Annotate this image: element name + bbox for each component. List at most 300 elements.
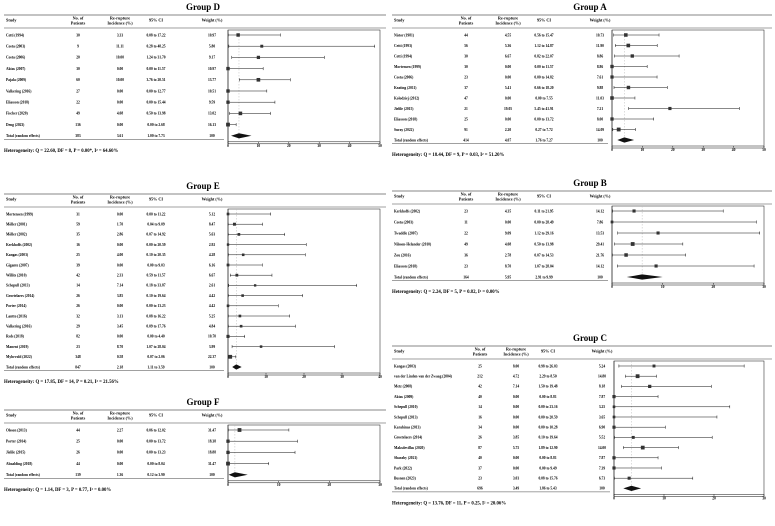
incidence-value: 8.70: [504, 264, 512, 269]
heterogeneity-stats: Heterogeneity: Q = 18.44, DF = 9, P = 0.03, I² = 51.20%: [392, 153, 505, 158]
study-name: Nistor (1981): [394, 33, 414, 38]
ci-value: 0.00 to 8.04: [147, 461, 165, 466]
patient-count: 56: [464, 43, 468, 48]
forest-plot-group-c: [392, 333, 772, 508]
point-estimate: [238, 233, 241, 236]
point-estimate: [641, 446, 645, 450]
study-row: [394, 107, 739, 111]
study-row: [394, 364, 744, 368]
study-name: Kolodziej (2012): [394, 96, 420, 101]
header-incidence: Re-rupture Incidence (%): [495, 15, 521, 26]
incidence-value: 4.08: [504, 242, 512, 247]
point-estimate: [226, 335, 229, 338]
patient-count: 23: [464, 75, 468, 80]
study-row: [6, 314, 290, 318]
patient-count: 30: [464, 64, 468, 69]
weight-value: 31.47: [207, 461, 217, 466]
patient-count: 9: [77, 44, 79, 49]
weight-value: 10.97: [207, 66, 217, 71]
incidence-value: 0.00: [512, 456, 520, 461]
point-estimate: [610, 117, 613, 120]
ci-value: 0.00 to 8.81: [539, 394, 557, 399]
point-estimate: [624, 253, 627, 256]
header-n: No. of Patients: [458, 191, 474, 202]
patient-count: 42: [478, 384, 482, 389]
study-name: Costa (2006): [6, 55, 26, 60]
patient-count: 22: [464, 231, 468, 236]
study-row: [394, 405, 730, 409]
forest-svg: [4, 397, 386, 495]
point-estimate: [226, 89, 229, 92]
study-row: [6, 243, 306, 247]
x-tick-label: 10: [640, 148, 645, 152]
ci-value: 1.12 to 14.87: [534, 43, 554, 48]
incidence-value: 0.00: [116, 461, 124, 466]
study-name: Schepull (2010): [394, 405, 418, 410]
study-name: Valkering (2016): [6, 324, 32, 329]
weight-value: 5.63: [208, 232, 216, 237]
study-row: [394, 436, 712, 440]
ci-value: 2.91 to 9.99: [535, 275, 553, 280]
patient-count: 40: [478, 394, 482, 399]
header-weight: Weight (%): [201, 196, 223, 202]
heterogeneity-stats: Heterogeneity: Q = 22.60, DF = 8, P = 0.00*, I² = 64.60%: [4, 148, 119, 154]
patient-count: 32: [76, 314, 80, 319]
weight-value: 5.24: [598, 364, 606, 369]
ci-value: 1.86 to 5.43: [539, 486, 557, 491]
ci-value: 0.06 to 12.02: [146, 428, 166, 433]
weight-value: 7.39: [598, 466, 606, 471]
group-title: Group A: [573, 2, 607, 12]
point-estimate: [226, 462, 230, 466]
pooled-diamond: [627, 274, 663, 279]
study-row: [394, 395, 658, 399]
incidence-value: 19.05: [503, 106, 513, 111]
weight-value: 29.41: [595, 242, 605, 247]
study-row: [394, 33, 659, 37]
patient-count: 16: [76, 242, 80, 247]
point-estimate: [613, 416, 616, 419]
incidence-value: 0.00: [504, 64, 512, 69]
study-name: Maksdevillas (2020): [394, 445, 425, 450]
x-tick-label: 0: [227, 375, 229, 379]
point-estimate: [627, 86, 630, 89]
ci-value: 0.00 to 9.03: [147, 263, 165, 268]
point-estimate: [260, 45, 263, 48]
study-row: [6, 33, 280, 37]
study-name: Schepull (2013): [6, 283, 30, 288]
patient-count: 25: [76, 253, 80, 258]
incidence-value: 0.00: [512, 394, 520, 399]
ci-value: 0.00 to 15.44: [146, 100, 166, 105]
patient-count: 847: [75, 365, 81, 370]
study-row: [394, 44, 657, 48]
point-estimate: [612, 395, 615, 398]
incidence-value: 5.41: [504, 85, 512, 90]
ci-value: 0.50 to 13.98: [534, 242, 554, 247]
plot-frame: [228, 30, 380, 144]
patient-count: 23: [464, 264, 468, 269]
x-tick-label: 20: [711, 285, 716, 289]
weight-value: 8.00: [596, 117, 604, 122]
ci-value: 0.00 to 13.23: [146, 450, 166, 455]
point-estimate: [227, 213, 230, 216]
study-name: Willits (2010): [6, 273, 27, 278]
study-row: [394, 242, 683, 246]
incidence-value: 2.33: [116, 273, 124, 278]
weight-value: 100: [599, 486, 605, 491]
incidence-value: 0.00: [512, 466, 520, 471]
point-estimate: [236, 33, 239, 36]
point-estimate: [235, 274, 238, 277]
study-row: [6, 123, 236, 127]
study-name: Eliasson (2018): [6, 100, 30, 105]
ci-value: 0.59 to 11.57: [146, 273, 166, 278]
ci-value: 1.76 to 7.27: [535, 138, 553, 143]
study-row: [394, 415, 717, 419]
incidence-value: 4.55: [504, 33, 512, 38]
study-row: [6, 335, 245, 339]
x-tick-label: 10: [264, 375, 268, 379]
weight-value: 6.16: [208, 263, 216, 268]
point-estimate: [655, 264, 658, 267]
incidence-value: 0.00: [504, 96, 512, 101]
study-row: [394, 65, 647, 69]
patient-count: 27: [76, 89, 80, 94]
ci-value: 0.11 to 21.95: [534, 209, 554, 214]
patient-count: 383: [75, 134, 81, 139]
ci-value: 0.00 to 11.57: [534, 64, 554, 69]
ci-value: 0.12 to 3.90: [147, 473, 165, 478]
study-name: Cetti (1993): [394, 43, 413, 48]
point-estimate: [226, 101, 229, 104]
incidence-value: 2.78: [504, 253, 512, 258]
ci-value: 1.07 to 28.04: [146, 344, 166, 349]
header-ci: 95% CI: [148, 196, 164, 202]
patient-count: 44: [76, 428, 80, 433]
study-name: Costa (2003): [6, 44, 26, 49]
study-name: Total (random effects): [6, 134, 40, 139]
plot-frame: [612, 30, 764, 148]
patient-count: 30: [464, 54, 468, 59]
study-name: Möller (2002): [6, 232, 27, 237]
forest-svg: [392, 2, 772, 160]
header-incidence: Re-rupture Incidence (%): [495, 191, 521, 202]
study-name: Schepull (2013): [394, 415, 418, 420]
point-estimate: [610, 75, 613, 78]
study-name: Rsds (2018): [6, 334, 24, 339]
study-row: [6, 462, 269, 466]
study-row: [6, 263, 262, 267]
study-name: Porter (2014): [6, 304, 27, 309]
weight-value: 100: [597, 275, 603, 280]
header-incidence: Re-rupture Incidence (%): [503, 346, 529, 357]
point-estimate: [240, 325, 243, 328]
ci-value: 1.24 to 31.70: [146, 55, 166, 60]
ci-value: 0.00 to 4.40: [147, 334, 165, 339]
study-name: Zou (2016): [394, 253, 411, 258]
patient-count: 11: [464, 220, 468, 225]
point-estimate: [613, 405, 616, 408]
x-tick-label: 30: [762, 285, 766, 289]
header-study: Study: [6, 17, 17, 23]
header-n: No. of Patients: [472, 346, 488, 357]
patient-count: 44: [76, 461, 80, 466]
group-title: Group E: [186, 181, 220, 191]
incidence-value: 2.20: [504, 127, 512, 132]
plot-frame: [612, 206, 764, 285]
incidence-value: 4.08: [116, 111, 124, 116]
study-row: [394, 446, 678, 450]
patient-count: 23: [464, 209, 468, 214]
incidence-value: 4.07: [504, 138, 512, 143]
study-row: [6, 345, 335, 349]
study-name: Valkering (2016): [6, 89, 32, 94]
ci-value: 0.66 to 18.20: [534, 85, 554, 90]
study-row: [6, 212, 271, 216]
patient-count: 91: [464, 127, 468, 132]
ci-value: 2.29 to 8.50: [539, 374, 557, 379]
incidence-value: 3.49: [512, 486, 520, 491]
study-name: Cetti (1994): [6, 33, 24, 38]
patient-count: 59: [76, 222, 80, 227]
weight-value: 6.90: [598, 425, 606, 430]
ci-value: 0.07 to 14.53: [534, 253, 554, 258]
incidence-value: 5.36: [504, 43, 512, 48]
incidence-value: 3.85: [116, 293, 124, 298]
patient-count: 29: [76, 324, 80, 329]
point-estimate: [612, 426, 615, 429]
point-estimate: [233, 223, 236, 226]
x-tick-label: 40: [347, 143, 352, 148]
header-ci: 95% CI: [540, 348, 556, 354]
patient-count: 696: [477, 486, 483, 491]
header-n: No. of Patients: [70, 410, 86, 421]
study-row: [6, 253, 305, 257]
ci-value: 0.07 to 2.06: [147, 355, 165, 360]
study-row: [6, 78, 290, 82]
ci-value: 0.00 to 11.57: [146, 66, 166, 71]
header-study: Study: [394, 348, 405, 354]
weight-value: 4.28: [208, 253, 216, 258]
weight-value: 14.80: [597, 374, 607, 379]
study-name: Suray (2022): [394, 127, 414, 132]
study-name: Olsson (2013): [6, 428, 27, 433]
patient-count: 30: [76, 33, 80, 38]
study-name: Total (random effects): [6, 365, 40, 370]
point-estimate: [242, 254, 245, 257]
ci-value: 5.45 to 41.91: [534, 106, 554, 111]
weight-value: 3.65: [598, 415, 606, 420]
weight-value: 7.21: [596, 106, 604, 111]
weight-value: 8.18: [598, 384, 606, 389]
study-row: [6, 355, 236, 359]
weight-value: 7.87: [598, 394, 606, 399]
ci-value: 0.07 to 14.92: [146, 232, 166, 237]
point-estimate: [260, 345, 263, 348]
study-name: Deng (2023): [6, 122, 25, 127]
point-estimate: [648, 385, 651, 388]
ci-value: 0.08 to 16.22: [146, 314, 166, 319]
patient-count: 21: [464, 106, 468, 111]
incidence-value: 0.00: [116, 334, 124, 339]
patient-count: 42: [76, 273, 80, 278]
ci-value: 0.00 to 13.72: [146, 439, 166, 444]
weight-value: 31.47: [207, 428, 217, 433]
study-name: Costa (2003): [394, 220, 414, 225]
x-tick-label: 20: [712, 496, 716, 501]
study-row: [394, 456, 658, 460]
heterogeneity-stats: Heterogeneity: Q = 1.14, DF = 3, P = 0.77, I² = 0.00%: [4, 487, 112, 493]
patient-count: 34: [478, 425, 482, 430]
study-row: [6, 67, 263, 71]
x-tick-label: 0: [611, 285, 613, 289]
study-name: Lantto (2016): [6, 314, 27, 319]
point-estimate: [628, 477, 631, 480]
study-name: van der Linden-van der Zwaag (2004): [394, 374, 452, 379]
incidence-value: 7.14: [512, 384, 520, 389]
ci-value: 0.08 to 15.76: [538, 476, 558, 481]
weight-value: 14.00: [597, 445, 607, 450]
incidence-value: 2.27: [116, 428, 124, 433]
header-n: No. of Patients: [70, 194, 86, 205]
study-name: Keating (2011): [394, 85, 417, 90]
group-title: Group B: [573, 178, 607, 188]
x-tick-label: 20: [327, 482, 332, 487]
incidence-value: 0.00: [116, 439, 124, 444]
x-tick-label: 40: [731, 148, 736, 152]
incidence-value: 0.00: [116, 263, 124, 268]
weight-value: 11.03: [596, 96, 604, 101]
study-row: [6, 284, 357, 288]
ci-value: 0.10 to 19.64: [538, 435, 558, 440]
study-row: [6, 325, 295, 329]
ci-value: 0.08 to 17.22: [146, 33, 166, 38]
header-n: No. of Patients: [70, 15, 86, 26]
point-estimate: [241, 294, 244, 297]
point-estimate: [653, 365, 656, 368]
x-tick-label: 50: [762, 148, 766, 152]
incidence-value: 6.67: [504, 54, 512, 59]
point-estimate: [632, 436, 635, 439]
x-tick-label: 20: [302, 375, 306, 379]
x-tick-label: 0: [227, 482, 229, 487]
study-row: [6, 112, 270, 116]
x-tick-label: 30: [762, 496, 766, 501]
ci-value: 0.09 to 17.76: [146, 324, 166, 329]
study-name: Jielile (2015): [6, 450, 26, 455]
weight-value: 6.73: [598, 476, 606, 481]
ci-value: 0.00 to 23.16: [538, 405, 558, 410]
weight-value: 8.86: [596, 54, 604, 59]
weight-value: 6.67: [208, 273, 216, 278]
incidence-value: 10.00: [115, 78, 125, 83]
point-estimate: [227, 243, 229, 245]
pooled-diamond: [617, 137, 634, 142]
study-name: Gigante (2007): [6, 263, 29, 268]
weight-value: 9.59: [208, 100, 216, 105]
study-name: Total (random effects): [394, 275, 428, 280]
patient-count: 22: [76, 100, 80, 105]
study-row: [394, 220, 756, 224]
ci-value: 0.00 to 28.49: [534, 220, 554, 225]
study-name: Myhrvold (2022): [6, 355, 32, 360]
weight-value: 13.02: [207, 111, 217, 116]
incidence-value: 1.36: [116, 473, 124, 478]
total-row: [6, 472, 248, 477]
ci-value: 0.00 to 8.81: [539, 456, 557, 461]
study-row: [6, 56, 324, 60]
patient-count: 49: [464, 242, 468, 247]
point-estimate: [610, 65, 613, 68]
point-estimate: [668, 107, 671, 110]
patient-count: 26: [76, 304, 80, 309]
study-name: Aboalding (2018): [6, 461, 33, 466]
point-estimate: [226, 67, 229, 70]
header-weight: Weight (%): [201, 412, 223, 418]
point-estimate: [632, 209, 635, 212]
patient-count: 37: [478, 466, 482, 471]
study-name: Cetti (1994): [394, 54, 413, 59]
study-name: Park (2022): [394, 466, 413, 471]
ci-value: 0.00 to 20.59: [146, 242, 166, 247]
x-tick-label: 30: [317, 143, 321, 148]
forest-plot-group-e: [4, 181, 386, 387]
x-tick-label: 10: [662, 496, 666, 501]
patient-count: 23: [478, 476, 482, 481]
ci-value: 0.56 to 15.47: [534, 33, 554, 38]
study-row: [6, 451, 295, 455]
ci-value: 1.89 to 12.90: [538, 445, 558, 450]
patient-count: 35: [76, 232, 80, 237]
ci-value: 0.27 to 7.72: [535, 127, 553, 132]
study-name: Total (random effects): [394, 138, 428, 143]
weight-value: 14.12: [595, 209, 605, 214]
x-tick-label: 0: [227, 143, 229, 148]
ci-value: 0.82 to 22.07: [534, 54, 554, 59]
ci-value: 0.28 to 48.25: [146, 44, 166, 49]
study-row: [394, 425, 665, 429]
weight-value: 8.86: [596, 64, 604, 69]
weight-value: 5.25: [208, 314, 216, 319]
study-row: [394, 264, 754, 268]
study-name: Jielile (2015): [394, 106, 414, 111]
study-name: Karabinas (2013): [394, 425, 421, 430]
total-row: [394, 274, 663, 279]
ci-value: 0.00 to 14.82: [534, 75, 554, 80]
header-n: No. of Patients: [458, 15, 474, 26]
study-name: Aktas (2007): [6, 66, 26, 71]
patient-count: 40: [478, 456, 482, 461]
point-estimate: [257, 56, 260, 59]
study-name: Busnen (2023): [394, 476, 416, 481]
weight-value: 2.61: [208, 283, 216, 288]
patient-count: 164: [463, 275, 469, 280]
group-title: Group D: [185, 1, 221, 12]
weight-value: 7.87: [598, 456, 606, 461]
incidence-value: 0.00: [512, 415, 520, 420]
point-estimate: [626, 44, 630, 48]
weight-value: 10.51: [207, 89, 217, 94]
incidence-value: 0.00: [504, 117, 512, 122]
header-incidence: Re-rupture Incidence (%): [107, 410, 133, 421]
header-study: Study: [6, 412, 17, 418]
incidence-value: 3.61: [116, 134, 124, 139]
header-incidence: Re-rupture Incidence (%): [107, 194, 133, 205]
weight-value: 2.92: [208, 242, 216, 247]
x-tick-label: 10: [276, 482, 281, 487]
point-estimate: [226, 123, 230, 127]
